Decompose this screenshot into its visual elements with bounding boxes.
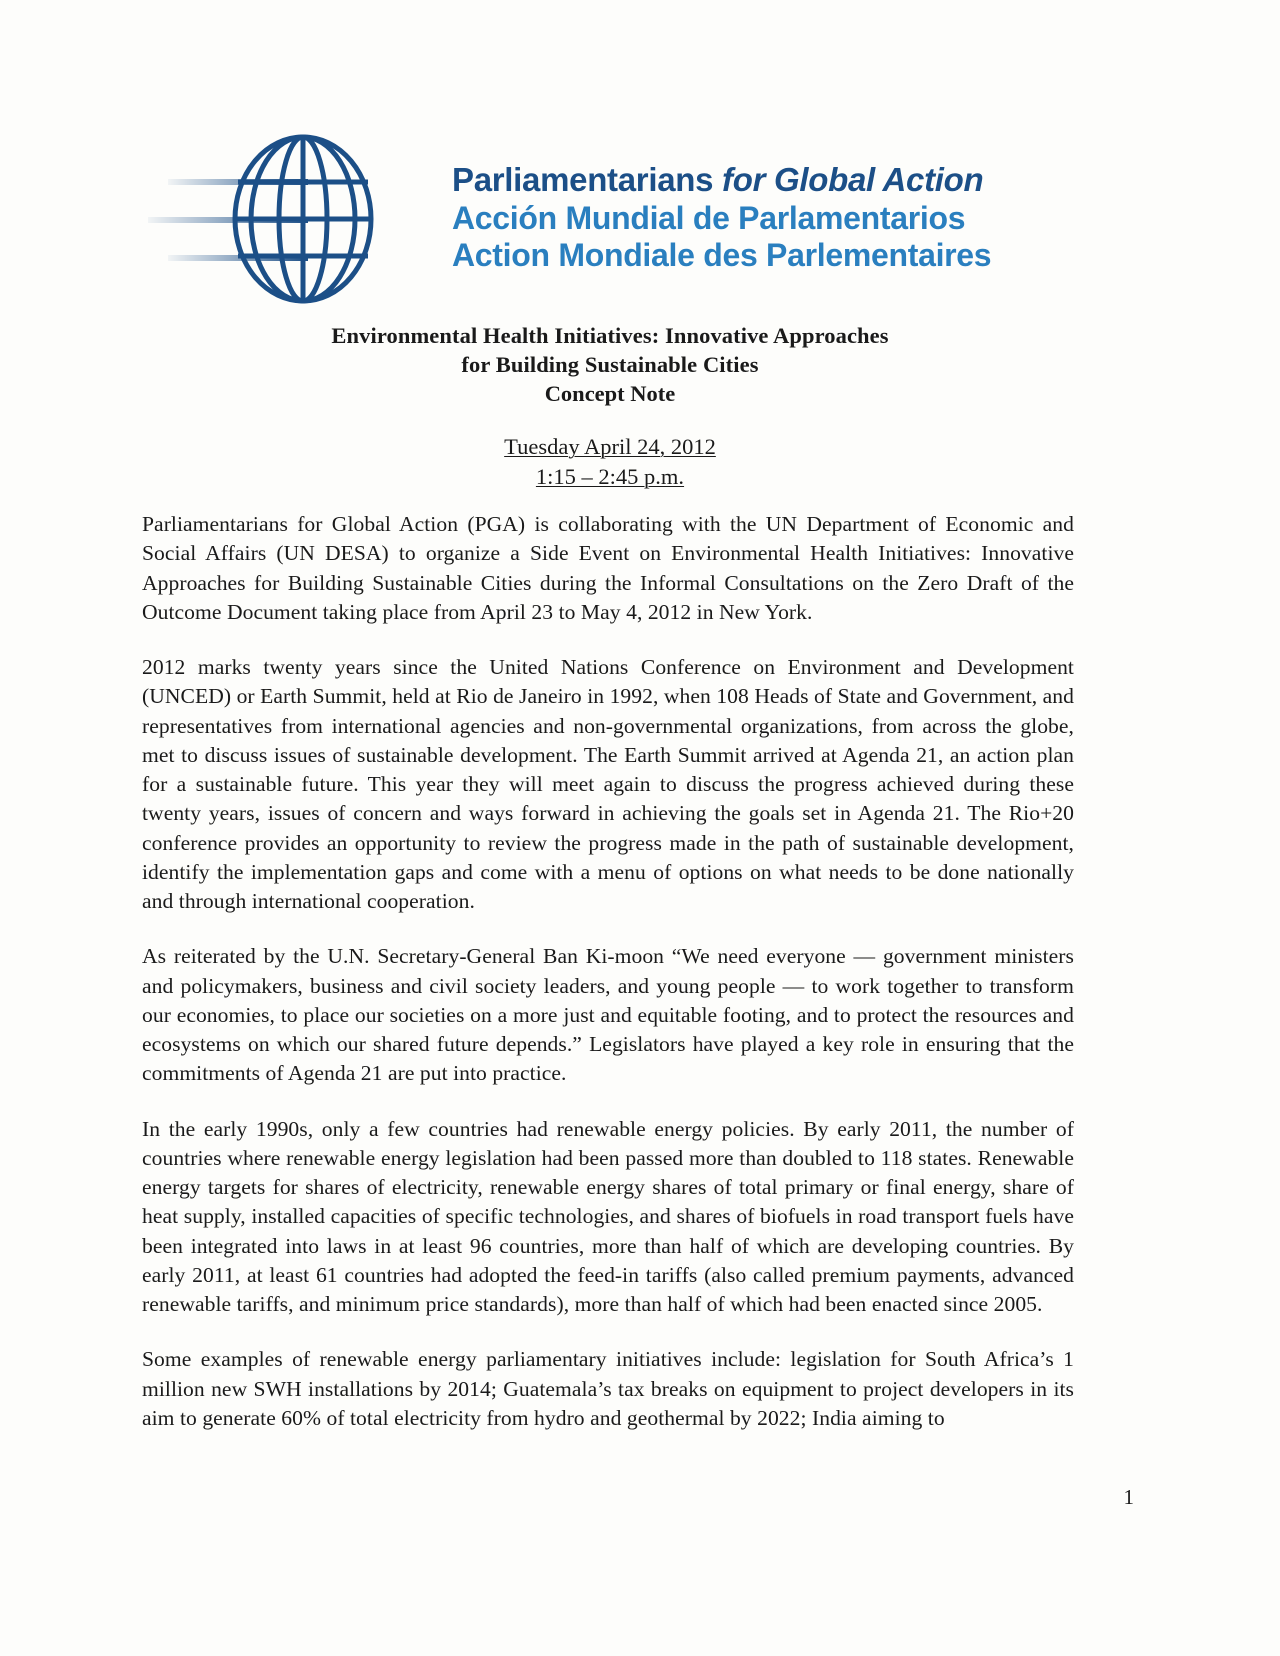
- title-line-1: Environmental Health Initiatives: Innovative Approaches: [331, 323, 889, 348]
- title-line-2: for Building Sustainable Cities: [461, 351, 759, 377]
- organization-logo: [148, 128, 1048, 308]
- event-time: 1:15 – 2:45 p.m.: [535, 463, 685, 489]
- globe-with-speed-lines-icon: [148, 131, 448, 306]
- page-title: [140, 322, 1080, 408]
- logo-line-english-italic: for Global Action: [722, 160, 984, 198]
- logo-line-spanish: Acción Mundial de Parlamentarios: [452, 199, 966, 236]
- body-paragraph: Some examples of renewable energy parliamentary initiatives include: legislation for South Africa’s 1 million new SWH installations by 2014; Guatemala’s tax breaks on equipment to project developers in its aim to generate 60% of total electricity from hydro and geothermal by 2022; India aiming to: [142, 1347, 1074, 1430]
- event-date: Tuesday April 24, 2012: [504, 434, 716, 459]
- event-datetime: [140, 432, 1080, 491]
- body-paragraph: In the early 1990s, only a few countries had renewable energy policies. By early 2011, the number of countries where renewable energy legislation had been passed more than doubled to 118 states. Renewable energy targets for shares of electricity, renewable energy shares of total primary or final energy, share of heat supply, installed capacities of specific technologies, and shares of biofuels in road transport fuels have been integrated into laws in at least 96 countries, more than half of which are developing countries. By early 2011, at least 61 countries had adopted the feed-in tariffs (also called premium payments, advanced renewable tariffs, and minimum price standards), more than half of which had been enacted since 2005.: [142, 1116, 1074, 1316]
- title-line-3: Concept Note: [544, 380, 676, 406]
- document-body: [142, 510, 1074, 1433]
- page-number: 1: [1123, 1485, 1134, 1509]
- logo-line-french: Action Mondiale des Parlementaires: [452, 237, 992, 274]
- logo-line-english: [452, 161, 991, 200]
- body-paragraph: Parliamentarians for Global Action (PGA) is collaborating with the UN Department of Economic and Social Affairs (UN DESA) to organize a Side Event on Environmental Health Initiatives: Innovative Approaches for Building Sustainable Cities during the Informal Consultations on the Zero Draft of the Outcome Document taking place from April 23 to May 4, 2012 in New York.: [142, 512, 1074, 624]
- logo-line-english-plain: Parliamentarians: [452, 160, 723, 198]
- logo-wordmark: [452, 161, 991, 275]
- body-paragraph: 2012 marks twenty years since the United Nations Conference on Environment and Development (UNCED) or Earth Summit, held at Rio de Janeiro in 1992, when 108 Heads of State and Government, and representatives from international agencies and non-governmental organizations, from across the globe, met to discuss issues of sustainable development. The Earth Summit arrived at Agenda 21, an action plan for a sustainable future. This year they will meet again to discuss the progress achieved during these twenty years, issues of concern and ways forward in achieving the goals set in Agenda 21. The Rio+20 conference provides an opportunity to review the progress made in the path of sustainable development, identify the implementation gaps and come with a menu of options on what needs to be done nationally and through international cooperation.: [142, 655, 1074, 913]
- body-paragraph: As reiterated by the U.N. Secretary-General Ban Ki-moon “We need everyone — government ministers and policymakers, business and civil society leaders, and young people — to work together to transform our economies, to place our societies on a more just and equitable footing, and to protect the resources and ecosystems on which our shared future depends.” Legislators have played a key role in ensuring that the commitments of Agenda 21 are put into practice.: [142, 944, 1074, 1086]
